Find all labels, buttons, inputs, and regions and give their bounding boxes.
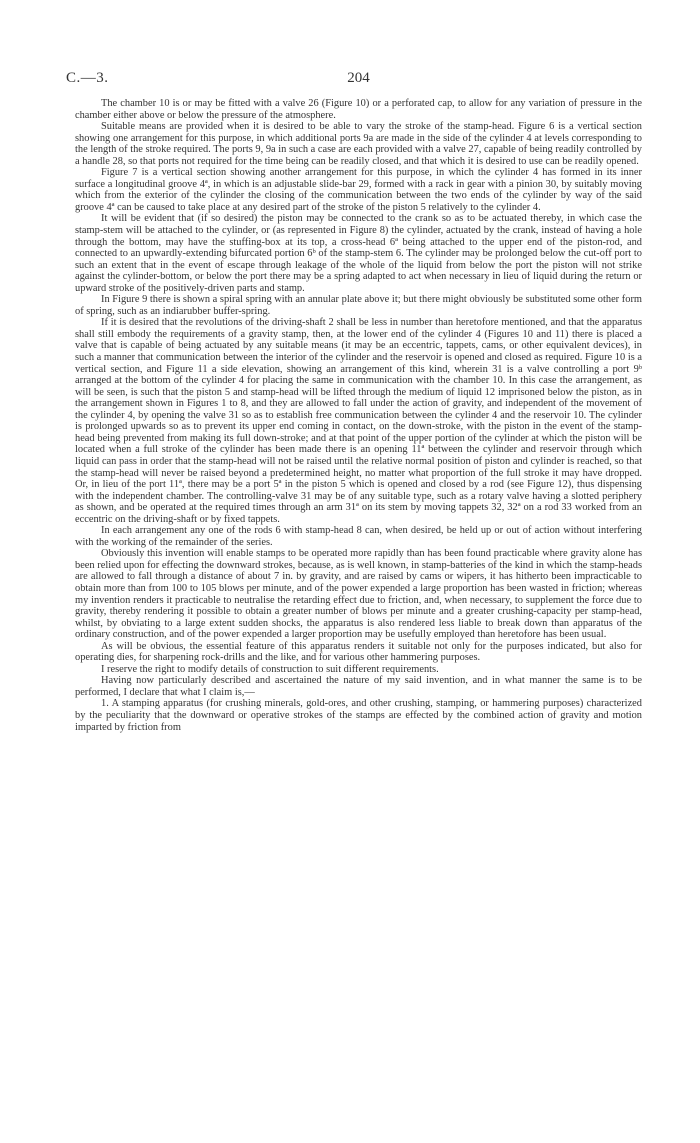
paragraph: The chamber 10 is or may be fitted with a valve 26 (Figure 10) or a perforated cap, to allow for any variation of pressure in the chamber either above or below the pressure of the atmosphere. <box>75 98 642 121</box>
paragraph: Figure 7 is a vertical section showing another arrangement for this purpose, in which the cylinder 4 has formed in its inner surface a longitudinal groove 4ª, in which is an adjustable slide-bar 29, formed with a rack in gear with a pinion 30, by suitably moving which from the exterior of the cylinder the closing of the communication between the two ends of the cylinder by way of the said groove 4ª can be caused to take place at any desired part of the stroke of the piston 5 relatively to the cylinder 4. <box>75 167 642 213</box>
paragraph: Obviously this invention will enable stamps to be operated more rapidly than has been found practicable where gravity alone has been relied upon for effecting the downward strokes, because, as is well known, in stamp-batteries of the kind in which the stamp-heads are allowed to fall through a distance of about 7 in. by gravity, and are raised by cams or wipers, it has hitherto been impracticable to obtain more than from 100 to 105 blows per minute, and of the power expended a large proportion has been wasted in friction; whereas my invention renders it practicable to neutralise the retarding effect due to friction, and, when necessary, to supplement the force due to gravity, thereby rendering it possible to obtain a greater number of blows per minute and a greater crushing-capacity per stamp-head, whilst, by obviating to a large extent sudden shocks, the apparatus is also rendered less liable to break down than apparatus of the ordinary construction, and of the power expended a larger proportion may be usefully employed than heretofore has been usual. <box>75 548 642 641</box>
paragraph: It will be evident that (if so desired) the piston may be connected to the crank so as to be actuated thereby, in which case the stamp-stem will be attached to the cylinder, or (as represented in Figure 8) the cylinder, actuated by the crank, instead of having a hole through the bottom, may have the stuffing-box at its top, a cross-head 6ª being attached to the upper end of the piston-rod, and connected to an upwardly-extending bifurcated portion 6ᵇ of the stamp-stem 6. The cylinder may be prolonged below the cut-off port to such an extent that in the event of escape through leakage of the whole of the liquid from below the port the piston will not strike against the cylinder-bottom, or below the port there may be a spring adapted to act when necessary in lieu of liquid during the return or upward stroke of the positively-driven parts and stamp. <box>75 213 642 294</box>
paragraph: In each arrangement any one of the rods 6 with stamp-head 8 can, when desired, be held up or out of action without interfering with the working of the remainder of the series. <box>75 525 642 548</box>
paragraph: Suitable means are provided when it is desired to be able to vary the stroke of the stamp-head. Figure 6 is a vertical section showing one arrangement for this purpose, in which additional ports 9a are made in the side of the cylinder 4 at levels corresponding to the length of the stroke required. The ports 9, 9a in such a case are each provided with a valve 27, capable of being readily controlled by a handle 28, so that ports not required for the time being can be readily closed, and that which it is desired to use can be readily opened. <box>75 121 642 167</box>
document-reference: C.—3. <box>66 70 109 86</box>
paragraph: As will be obvious, the essential feature of this apparatus renders it suitable not only for the purposes indicated, but also for operating dies, for sharpening rock-drills and the like, and for various other hammering purposes. <box>75 640 642 664</box>
paragraph: Having now particularly described and ascertained the nature of my said invention, and in what manner the same is to be performed, I declare that what I claim is,— <box>75 675 642 698</box>
body-text <box>75 98 642 733</box>
paragraph: If it is desired that the revolutions of the driving-shaft 2 shall be less in number than heretofore mentioned, and that the apparatus shall still embody the requirements of a gravity stamp, then, at the lower end of the cylinder 4 (Figures 10 and 11) there is placed a valve that is capable of being actuated by any suitable means (it may be an eccentric, tappets, cams, or other equivalent devices), in such a manner that communication between the interior of the cylinder and the reservoir is opened and closed as required. Figure 10 is a vertical section, and Figure 11 a side elevation, showing an arrangement of this kind, wherein 31 is a valve controlling a port 9ᵇ arranged at the bottom of the cylinder 4 for placing the same in communication with the chamber 10. In this case the arrangement, as will be seen, is such that the piston 5 and stamp-head will be lifted through the medium of liquid 12 imprisoned below the piston, as in the arrangement shown in Figures 1 to 8, and they are allowed to fall under the action of gravity, and independent of the movement of the cylinder 4, by opening the valve 31 so as to establish free communication between the cylinder 4 and the reservoir 10. The cylinder is prolonged upwards so as to prevent its upper end coming in contact, on the down-stroke, with the piston in the event of the stamp-head being prevented from making its full down-stroke; and at that point of the upper portion of the cylinder at which the piston will be located when a full stroke of the cylinder has been made there is an opening 11ª between the cylinder and reservoir through which liquid can pass in order that the stamp-head will not be raised until the relative normal position of piston and cylinder is reached, so that the stamp-head will never be raised beyond a predetermined height, no matter what proportion of the full stroke it may have dropped. Or, in lieu of the port 11ª, there may be a port 5ª in the piston 5 which is opened and closed by a rod (see Figure 12), thus dispensing with the independent chamber. The controlling-valve 31 may be of any suitable type, such as a rotary valve having a slotted periphery as shown, and be operated at the required times through an arm 31ª on its stem by moving tappets 32, 32ª on a rod 33 worked from an eccentric on the driving-shaft or by fixed tappets. <box>75 317 642 525</box>
paragraph: In Figure 9 there is shown a spiral spring with an annular plate above it; but there might obviously be substituted some other form of spring, such as an indiarubber buffer-spring. <box>75 294 642 317</box>
paragraph: I reserve the right to modify details of construction to suit different requirements. <box>101 663 439 675</box>
page-header <box>66 70 642 92</box>
paragraph: 1. A stamping apparatus (for crushing minerals, gold-ores, and other crushing, stamping, or hammering purposes) characterized by the peculiarity that the downward or operative strokes of the stamps are effected by the combined action of gravity and motion imparted by friction from <box>75 698 642 733</box>
page-number: 204 <box>347 70 370 86</box>
